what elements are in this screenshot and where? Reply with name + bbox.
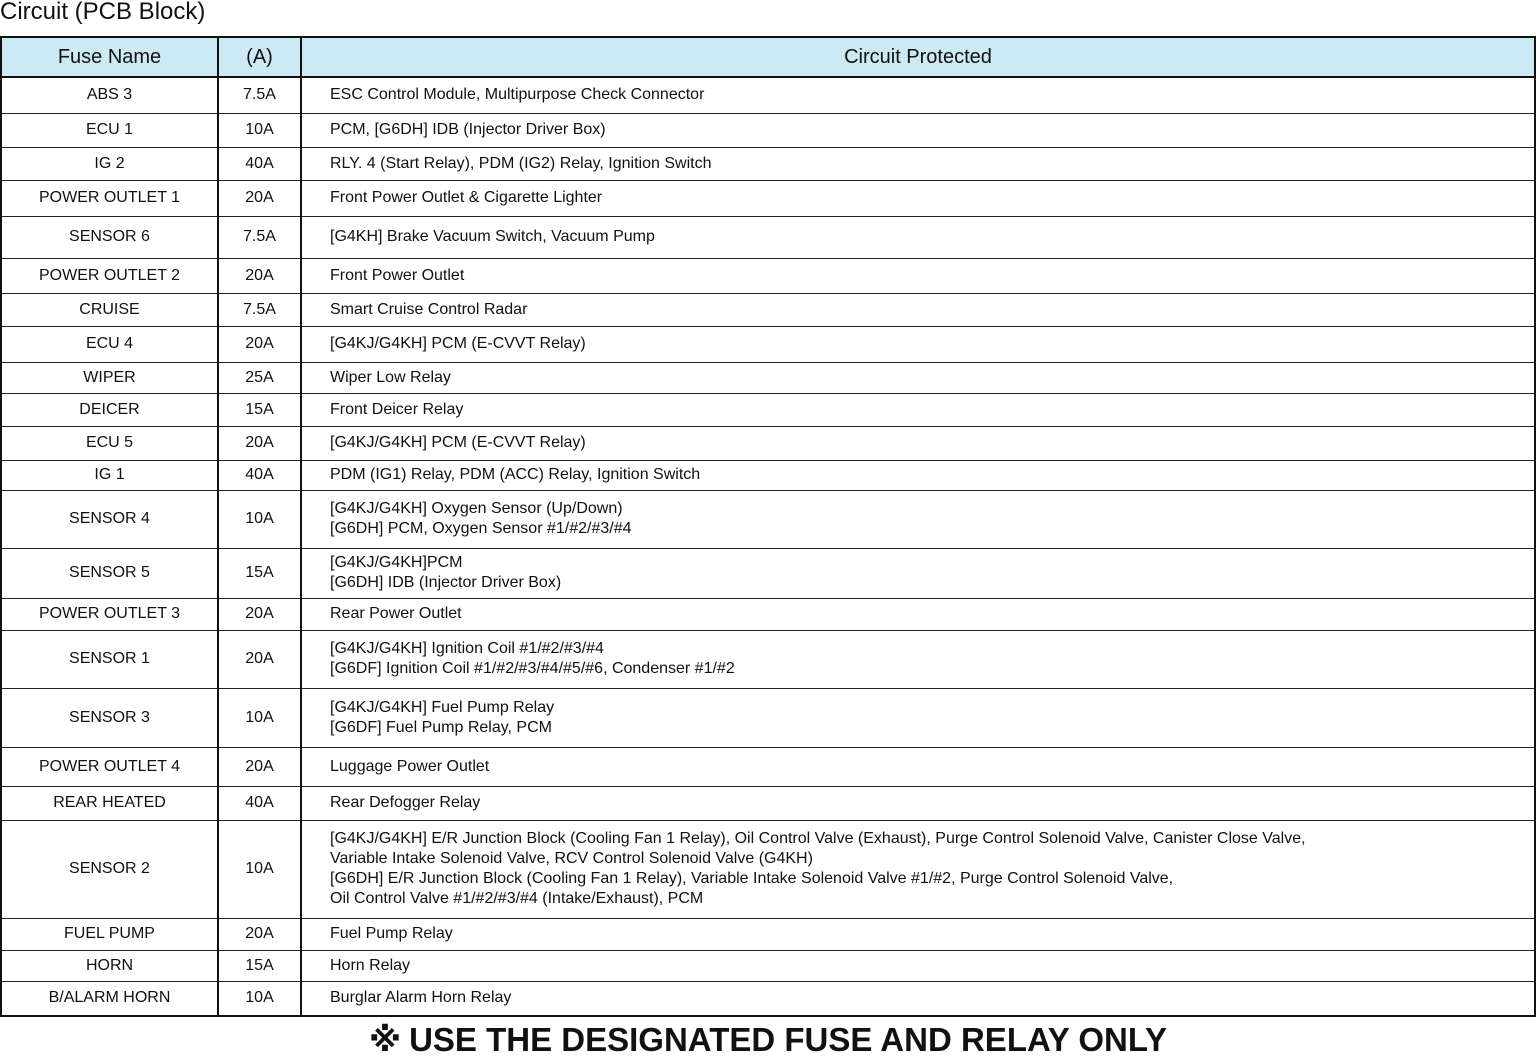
circuit-protected-cell xyxy=(301,950,1535,981)
circuit-protected-cell xyxy=(301,326,1535,362)
fuse-name-cell: ECU 4 xyxy=(1,326,218,362)
circuit-line: [G6DH] PCM, Oxygen Sensor #1/#2/#3/#4 xyxy=(330,520,632,537)
fuse-name-cell: POWER OUTLET 2 xyxy=(1,258,218,293)
circuit-line: PDM (IG1) Relay, PDM (ACC) Relay, Ignition Switch xyxy=(330,466,701,483)
circuit-protected-cell xyxy=(301,216,1535,258)
table-row xyxy=(1,113,1535,147)
fuse-name-cell: CRUISE xyxy=(1,293,218,326)
circuit-protected-cell xyxy=(301,820,1535,918)
header-fuse-name: Fuse Name xyxy=(1,37,218,77)
circuit-protected-cell xyxy=(301,362,1535,393)
fuse-amp-cell: 10A xyxy=(218,820,301,918)
fuse-name-cell: ECU 5 xyxy=(1,426,218,460)
fuse-amp-cell: 15A xyxy=(218,393,301,426)
fuse-amp-cell: 15A xyxy=(218,548,301,598)
fuse-amp-cell: 7.5A xyxy=(218,293,301,326)
fuse-name-cell: SENSOR 5 xyxy=(1,548,218,598)
circuit-line: Wiper Low Relay xyxy=(330,368,451,386)
fuse-amp-cell: 15A xyxy=(218,950,301,981)
circuit-line: Front Power Outlet xyxy=(330,266,465,284)
circuit-protected-cell xyxy=(301,258,1535,293)
circuit-line: Burglar Alarm Horn Relay xyxy=(330,989,512,1007)
fuse-amp-cell: 20A xyxy=(218,180,301,216)
fuse-name-cell: ECU 1 xyxy=(1,113,218,147)
table-row xyxy=(1,918,1535,950)
table-row xyxy=(1,820,1535,918)
circuit-line: [G4KJ/G4KH] Ignition Coil #1/#2/#3/#4 xyxy=(330,640,604,657)
fuse-amp-cell: 10A xyxy=(218,113,301,147)
table-row xyxy=(1,77,1535,113)
circuit-line: [G4KJ/G4KH] PCM (E-CVVT Relay) xyxy=(330,434,586,451)
table-row xyxy=(1,688,1535,747)
circuit-protected-cell xyxy=(301,981,1535,1016)
table-row xyxy=(1,490,1535,548)
footer-notice xyxy=(0,1022,1536,1057)
table-row xyxy=(1,981,1535,1016)
fuse-amp-cell: 40A xyxy=(218,147,301,180)
circuit-protected-cell xyxy=(301,113,1535,147)
fuse-name-cell: B/ALARM HORN xyxy=(1,981,218,1016)
circuit-line: [G4KH] Brake Vacuum Switch, Vacuum Pump xyxy=(330,228,655,245)
header-amp: (A) xyxy=(218,37,301,77)
circuit-line: ESC Control Module, Multipurpose Check Connector xyxy=(330,86,705,104)
circuit-line: RLY. 4 (Start Relay), PDM (IG2) Relay, Ignition Switch xyxy=(330,154,712,172)
reference-mark-icon: ※ xyxy=(369,1021,402,1058)
circuit-protected-cell xyxy=(301,426,1535,460)
table-row xyxy=(1,786,1535,820)
table-row xyxy=(1,216,1535,258)
fuse-amp-cell: 20A xyxy=(218,426,301,460)
circuit-line: PCM, [G6DH] IDB (Injector Driver Box) xyxy=(330,121,606,138)
fuse-amp-cell: 7.5A xyxy=(218,216,301,258)
fuse-name-cell: HORN xyxy=(1,950,218,981)
fuse-name-cell: SENSOR 6 xyxy=(1,216,218,258)
circuit-line: [G6DF] Fuel Pump Relay, PCM xyxy=(330,718,552,736)
footer-text: USE THE DESIGNATED FUSE AND RELAY ONLY xyxy=(409,1020,1167,1058)
circuit-protected-cell xyxy=(301,598,1535,630)
fuse-amp-cell: 10A xyxy=(218,490,301,548)
circuit-line: Fuel Pump Relay xyxy=(330,925,453,942)
circuit-line: Oil Control Valve #1/#2/#3/#4 (Intake/Exhaust), PCM xyxy=(330,890,704,907)
circuit-line: Front Power Outlet & Cigarette Lighter xyxy=(330,189,603,206)
header-circuit-protected: Circuit Protected xyxy=(301,37,1535,77)
fuse-amp-cell: 40A xyxy=(218,460,301,490)
circuit-line: Front Deicer Relay xyxy=(330,400,464,418)
circuit-protected-cell xyxy=(301,147,1535,180)
fuse-name-cell: REAR HEATED xyxy=(1,786,218,820)
fuse-amp-cell: 7.5A xyxy=(218,77,301,113)
circuit-line: Smart Cruise Control Radar xyxy=(330,300,528,318)
table-row xyxy=(1,258,1535,293)
circuit-protected-cell xyxy=(301,180,1535,216)
table-row xyxy=(1,598,1535,630)
fuse-amp-cell: 10A xyxy=(218,981,301,1016)
circuit-line: [G6DH] E/R Junction Block (Cooling Fan 1 Relay), Variable Intake Solenoid Valve #1/#2, Purge Control Solenoid Valve, xyxy=(330,870,1174,887)
table-row xyxy=(1,293,1535,326)
circuit-line: [G4KJ/G4KH]PCM xyxy=(330,554,463,571)
fuse-amp-cell: 10A xyxy=(218,688,301,747)
fuse-name-cell: POWER OUTLET 4 xyxy=(1,747,218,786)
circuit-protected-cell xyxy=(301,918,1535,950)
circuit-protected-cell xyxy=(301,460,1535,490)
fuse-name-cell: SENSOR 1 xyxy=(1,630,218,688)
table-row xyxy=(1,747,1535,786)
circuit-line: [G4KJ/G4KH] E/R Junction Block (Cooling Fan 1 Relay), Oil Control Valve (Exhaust), Purge Control Solenoid Valve, Canister Close Valve, xyxy=(330,830,1306,847)
fuse-name-cell: IG 1 xyxy=(1,460,218,490)
circuit-line: [G6DF] Ignition Coil #1/#2/#3/#4/#5/#6, Condenser #1/#2 xyxy=(330,660,735,677)
circuit-line: Rear Power Outlet xyxy=(330,605,462,622)
table-row xyxy=(1,362,1535,393)
circuit-protected-cell xyxy=(301,747,1535,786)
fuse-amp-cell: 20A xyxy=(218,630,301,688)
fuse-amp-cell: 25A xyxy=(218,362,301,393)
table-row xyxy=(1,630,1535,688)
table-row xyxy=(1,147,1535,180)
table-row xyxy=(1,180,1535,216)
fuse-table xyxy=(0,36,1536,1017)
fuse-name-cell: IG 2 xyxy=(1,147,218,180)
circuit-protected-cell xyxy=(301,293,1535,326)
table-row xyxy=(1,950,1535,981)
circuit-protected-cell xyxy=(301,688,1535,747)
circuit-line: Luggage Power Outlet xyxy=(330,757,490,775)
table-header-row xyxy=(1,37,1535,77)
table-body xyxy=(1,77,1535,1016)
fuse-amp-cell: 20A xyxy=(218,326,301,362)
fuse-name-cell: SENSOR 2 xyxy=(1,820,218,918)
circuit-line: [G4KJ/G4KH] Fuel Pump Relay xyxy=(330,698,555,716)
fuse-name-cell: POWER OUTLET 3 xyxy=(1,598,218,630)
fuse-name-cell: SENSOR 3 xyxy=(1,688,218,747)
circuit-protected-cell xyxy=(301,77,1535,113)
circuit-protected-cell xyxy=(301,548,1535,598)
circuit-line: [G4KJ/G4KH] Oxygen Sensor (Up/Down) xyxy=(330,500,623,517)
circuit-protected-cell xyxy=(301,490,1535,548)
fuse-amp-cell: 20A xyxy=(218,747,301,786)
circuit-protected-cell xyxy=(301,786,1535,820)
fuse-name-cell: FUEL PUMP xyxy=(1,918,218,950)
table-row xyxy=(1,460,1535,490)
fuse-amp-cell: 20A xyxy=(218,918,301,950)
fuse-amp-cell: 20A xyxy=(218,598,301,630)
fuse-name-cell: POWER OUTLET 1 xyxy=(1,180,218,216)
table-row xyxy=(1,393,1535,426)
table-row xyxy=(1,548,1535,598)
fuse-name-cell: SENSOR 4 xyxy=(1,490,218,548)
circuit-line: [G4KJ/G4KH] PCM (E-CVVT Relay) xyxy=(330,335,586,352)
fuse-name-cell: ABS 3 xyxy=(1,77,218,113)
circuit-line: Rear Defogger Relay xyxy=(330,794,481,811)
circuit-protected-cell xyxy=(301,630,1535,688)
table-row xyxy=(1,426,1535,460)
fuse-name-cell: DEICER xyxy=(1,393,218,426)
table-row xyxy=(1,326,1535,362)
circuit-line: Horn Relay xyxy=(330,956,411,974)
page-title: Circuit (PCB Block) xyxy=(0,0,206,25)
circuit-line: Variable Intake Solenoid Valve, RCV Control Solenoid Valve (G4KH) xyxy=(330,850,813,867)
fuse-name-cell: WIPER xyxy=(1,362,218,393)
circuit-protected-cell xyxy=(301,393,1535,426)
fuse-amp-cell: 20A xyxy=(218,258,301,293)
circuit-line: [G6DH] IDB (Injector Driver Box) xyxy=(330,574,562,591)
fuse-amp-cell: 40A xyxy=(218,786,301,820)
